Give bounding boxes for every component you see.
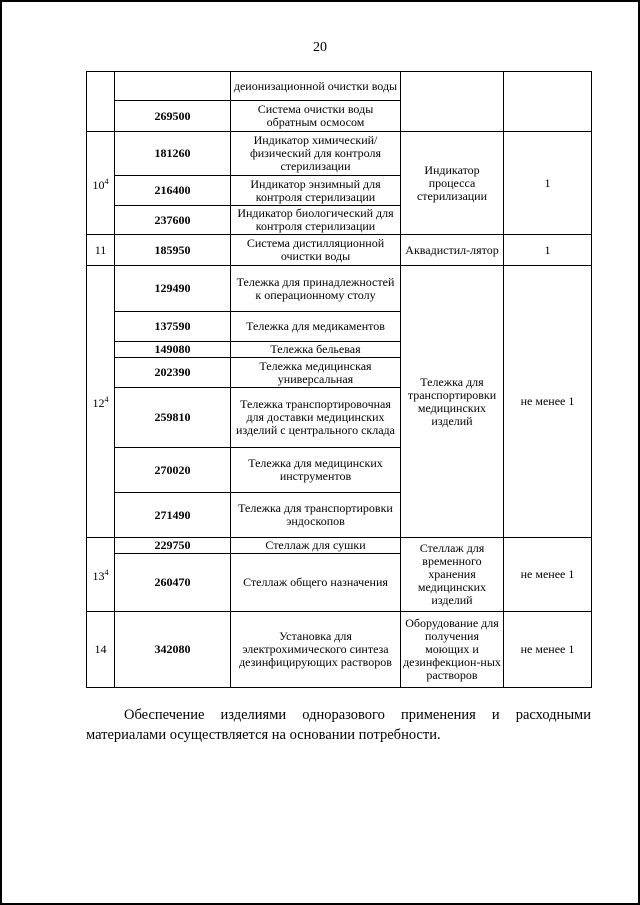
type-cell: Тележка для транспортировки медицинских изделий <box>401 266 504 538</box>
code-cell: 271490 <box>115 493 231 538</box>
qty-cell <box>504 72 592 132</box>
name-cell: Тележка для медицинских инструментов <box>231 448 401 493</box>
code-cell: 342080 <box>115 612 231 688</box>
qty-cell: 1 <box>504 132 592 235</box>
name-cell: деионизационной очистки воды <box>231 72 401 101</box>
equipment-table <box>86 71 592 688</box>
code-cell <box>115 72 231 101</box>
table-row <box>87 235 592 266</box>
footer-line-2: материалами осуществляется на основании потребности. <box>86 727 441 743</box>
code-cell: 229750 <box>115 538 231 554</box>
name-cell: Тележка для принадлежностей к операционному столу <box>231 266 401 312</box>
scan-border-left <box>0 0 2 905</box>
name-cell: Тележка медицинская универсальная <box>231 358 401 388</box>
table-row <box>87 132 592 176</box>
code-cell: 269500 <box>115 101 231 132</box>
type-cell: Аквадистил-лятор <box>401 235 504 266</box>
table-row <box>87 72 592 101</box>
footer-paragraph <box>86 705 591 745</box>
code-cell: 137590 <box>115 312 231 342</box>
type-cell: Индикатор процесса стерилизации <box>401 132 504 235</box>
name-cell: Индикатор химический/физический для контроля стерилизации <box>231 132 401 176</box>
code-cell: 129490 <box>115 266 231 312</box>
table-row <box>87 266 592 312</box>
group-number-cell <box>87 72 115 132</box>
code-cell: 181260 <box>115 132 231 176</box>
group-number-cell: 14 <box>87 612 115 688</box>
code-cell: 185950 <box>115 235 231 266</box>
name-cell: Тележка для транспортировки эндоскопов <box>231 493 401 538</box>
code-cell: 259810 <box>115 388 231 448</box>
name-cell: Тележка бельевая <box>231 342 401 358</box>
table-row <box>87 538 592 554</box>
code-cell: 260470 <box>115 554 231 612</box>
table-row <box>87 612 592 688</box>
page-number: 20 <box>313 40 327 55</box>
code-cell: 202390 <box>115 358 231 388</box>
qty-cell: 1 <box>504 235 592 266</box>
scan-border-top <box>0 0 640 2</box>
name-cell: Стеллаж для сушки <box>231 538 401 554</box>
name-cell: Индикатор энзимный для контроля стерилизации <box>231 176 401 206</box>
name-cell: Тележка транспортировочная для доставки медицинских изделий с центрального склада <box>231 388 401 448</box>
group-number-cell: 11 <box>87 235 115 266</box>
footer-line-1: Обеспечение изделиями одноразового применения и расходными <box>124 707 591 723</box>
code-cell: 270020 <box>115 448 231 493</box>
type-cell: Стеллаж для временного хранения медицинских изделий <box>401 538 504 612</box>
name-cell: Система очистки воды обратным осмосом <box>231 101 401 132</box>
name-cell: Установка для электрохимического синтеза дезинфицирующих растворов <box>231 612 401 688</box>
name-cell: Тележка для медикаментов <box>231 312 401 342</box>
code-cell: 149080 <box>115 342 231 358</box>
name-cell: Индикатор биологический для контроля стерилизации <box>231 206 401 235</box>
group-number-cell: $13^4$ <box>87 538 115 612</box>
code-cell: 237600 <box>115 206 231 235</box>
name-cell: Стеллаж общего назначения <box>231 554 401 612</box>
qty-cell: не менее 1 <box>504 612 592 688</box>
qty-cell: не менее 1 <box>504 266 592 538</box>
name-cell: Система дистилляционной очистки воды <box>231 235 401 266</box>
type-cell: Оборудование для получения моющих и дезинфекцион-ных растворов <box>401 612 504 688</box>
code-cell: 216400 <box>115 176 231 206</box>
type-cell <box>401 72 504 132</box>
group-number-cell: $10^4$ <box>87 132 115 235</box>
group-number-cell: $12^4$ <box>87 266 115 538</box>
qty-cell: не менее 1 <box>504 538 592 612</box>
